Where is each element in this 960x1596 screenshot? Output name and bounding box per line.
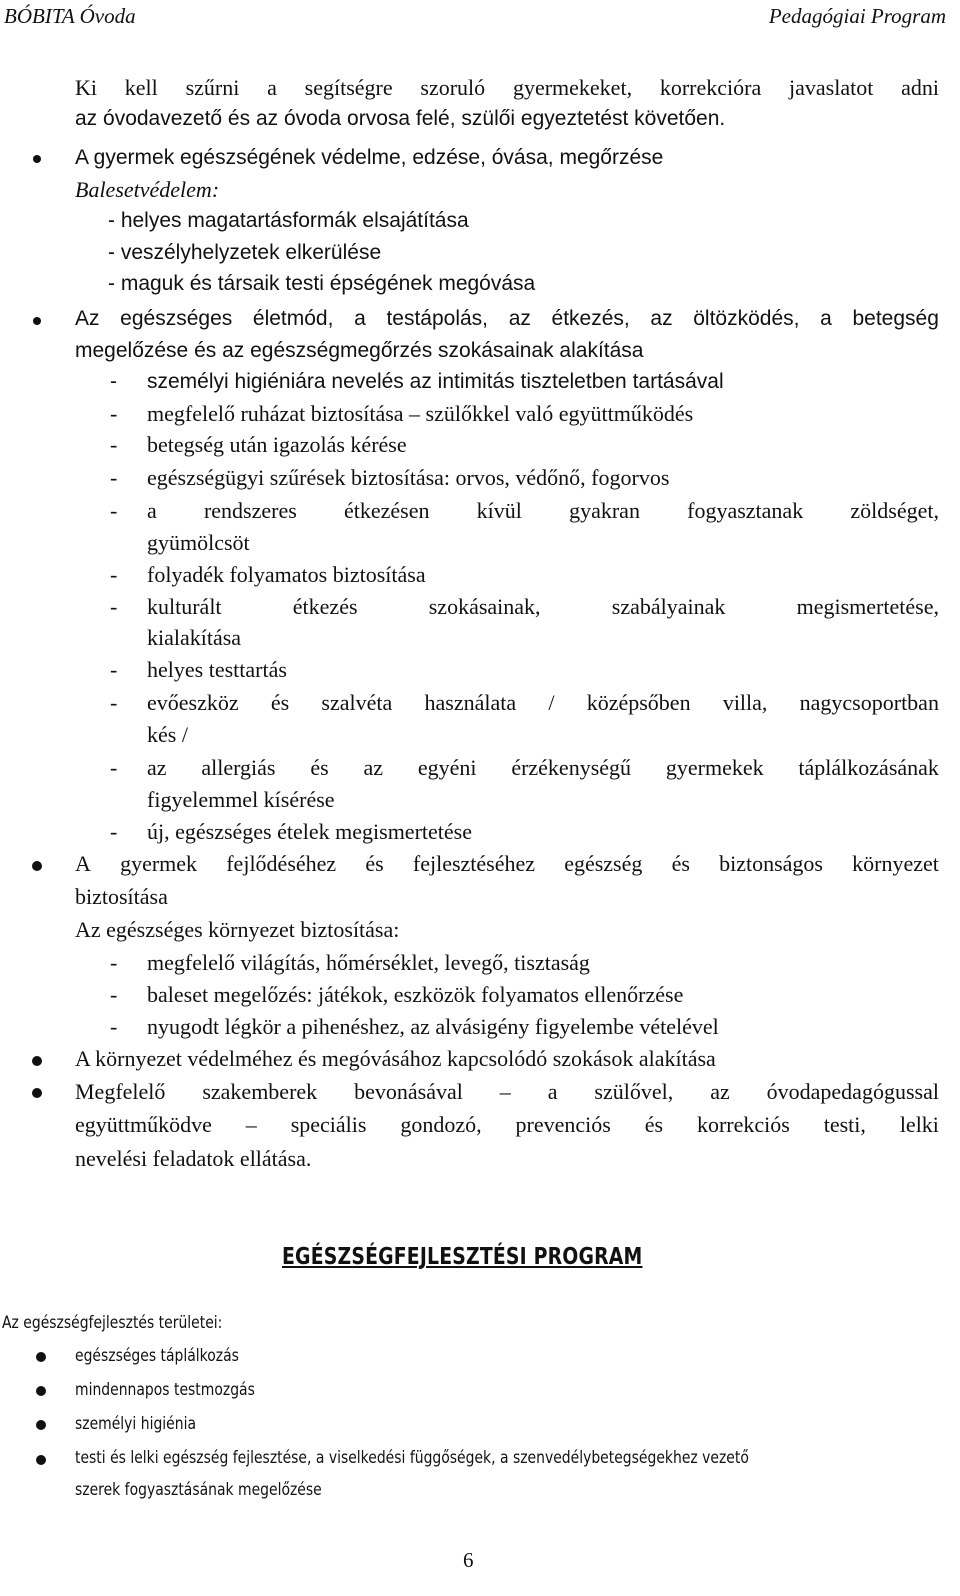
- intro-line-2: az óvodavezető és az óvoda orvosa felé, szülői egyeztetést követően.: [75, 107, 726, 130]
- protection-item: - maguk és társaik testi épségének megóvása: [108, 272, 536, 295]
- environment-item: baleset megelőzés: játékok, eszközök folyamatos ellenőrzése: [147, 982, 684, 1007]
- bullet-icon: [36, 1386, 46, 1396]
- specialists-line-1: Megfelelő szakemberek bevonásával – a szülővel, az óvodapedagógussal: [75, 1079, 939, 1104]
- environment-line-1: A gyermek fejlődéséhez és fejlesztéséhez egészség és biztonságos környezet: [75, 851, 939, 876]
- lifestyle-line-1: Az egészséges életmód, a testápolás, az étkezés, az öltözködés, a betegség: [75, 307, 939, 330]
- lifestyle-item: kulturált étkezés szokásainak, szabályainak megismertetése,: [147, 594, 939, 619]
- lifestyle-item: egészségügyi szűrések biztosítása: orvos, védőnő, fogorvos: [147, 465, 670, 490]
- dash: -: [110, 401, 118, 426]
- program-area-item: testi és lelki egészség fejlesztése, a viselkedési függőségek, a szenvedélybetegségekhez vezető: [75, 1448, 749, 1468]
- header-school-name: BÓBITA Óvoda: [4, 4, 136, 28]
- protection-text: A gyermek egészségének védelme, edzése, óvása, megőrzése: [75, 146, 664, 169]
- program-area-item: mindennapos testmozgás: [75, 1380, 255, 1400]
- environment-item: megfelelő világítás, hőmérséklet, levegő, tisztaság: [147, 950, 590, 975]
- dash: -: [110, 819, 118, 844]
- dash: -: [110, 1014, 118, 1039]
- protection-item: - veszélyhelyzetek elkerülése: [108, 241, 382, 264]
- specialists-line-2: együttműködve – speciális gondozó, prevenciós és korrekciós testi, lelki: [75, 1112, 939, 1137]
- bullet-icon: [36, 1420, 46, 1430]
- specialists-line-3: nevelési feladatok ellátása.: [75, 1146, 312, 1171]
- lifestyle-item: megfelelő ruházat biztosítása – szülőkkel való együttműködés: [147, 401, 694, 426]
- program-title: EGÉSZSÉGFEJLESZTÉSI PROGRAM: [282, 1244, 643, 1270]
- protection-item: - helyes magatartásformák elsajátítása: [108, 209, 469, 232]
- bullet-icon: [32, 861, 42, 871]
- bullet-icon: [33, 155, 41, 163]
- lifestyle-item: személyi higiéniára nevelés az intimitás tiszteletben tartásával: [147, 370, 724, 393]
- dash: -: [110, 755, 118, 780]
- dash: -: [110, 657, 118, 682]
- lifestyle-item-cont: figyelemmel kísérése: [147, 787, 335, 812]
- dash: -: [110, 982, 118, 1007]
- lifestyle-line-2: megelőzése és az egészségmegőrzés szokásainak alakítása: [75, 339, 644, 362]
- lifestyle-item: a rendszeres étkezésen kívül gyakran fogyasztanak zöldséget,: [147, 498, 939, 523]
- bullet-icon: [33, 317, 41, 325]
- header-doc-title: Pedagógiai Program: [768, 4, 946, 28]
- dash: -: [110, 498, 118, 523]
- environment-item: nyugodt légkör a pihenéshez, az alvásigény figyelembe vételével: [147, 1014, 719, 1039]
- lifestyle-item-cont: kialakítása: [147, 625, 242, 650]
- bullet-icon: [32, 1088, 42, 1098]
- program-area-item: személyi higiénia: [75, 1414, 197, 1434]
- bullet-icon: [32, 1056, 42, 1066]
- lifestyle-item-cont: kés /: [147, 722, 188, 747]
- dash: -: [110, 950, 118, 975]
- program-area-item: egészséges táplálkozás: [75, 1346, 239, 1366]
- bullet-icon: [36, 1352, 46, 1362]
- program-areas-label: Az egészségfejlesztés területei:: [2, 1313, 223, 1333]
- dash: -: [110, 690, 118, 715]
- lifestyle-item-cont: gyümölcsöt: [147, 530, 250, 555]
- bullet-icon: [36, 1455, 46, 1465]
- lifestyle-item: az allergiás és az egyéni érzékenységű gyermekek táplálkozásának: [147, 755, 939, 780]
- lifestyle-item: evőeszköz és szalvéta használata / középsőben villa, nagycsoportban: [147, 690, 939, 715]
- dash: -: [110, 465, 118, 490]
- dash: -: [110, 594, 118, 619]
- lifestyle-item: új, egészséges ételek megismertetése: [147, 819, 472, 844]
- program-area-item-cont: szerek fogyasztásának megelőzése: [75, 1480, 322, 1500]
- lifestyle-item: helyes testtartás: [147, 657, 287, 682]
- intro-line-1: Ki kell szűrni a segítségre szoruló gyermekeket, korrekcióra javaslatot adni: [75, 75, 939, 100]
- environment-subheading: Az egészséges környezet biztosítása:: [75, 917, 400, 942]
- environment-line-2: biztosítása: [75, 884, 168, 909]
- accident-prevention-heading: Balesetvédelem:: [75, 177, 220, 202]
- dash: -: [110, 370, 117, 393]
- lifestyle-item: betegség után igazolás kérése: [147, 432, 407, 457]
- dash: -: [110, 562, 118, 587]
- dash: -: [110, 432, 118, 457]
- lifestyle-item: folyadék folyamatos biztosítása: [147, 562, 426, 587]
- page-number: 6: [463, 1548, 474, 1572]
- habits-text: A környezet védelméhez és megóvásához kapcsolódó szokások alakítása: [75, 1046, 716, 1071]
